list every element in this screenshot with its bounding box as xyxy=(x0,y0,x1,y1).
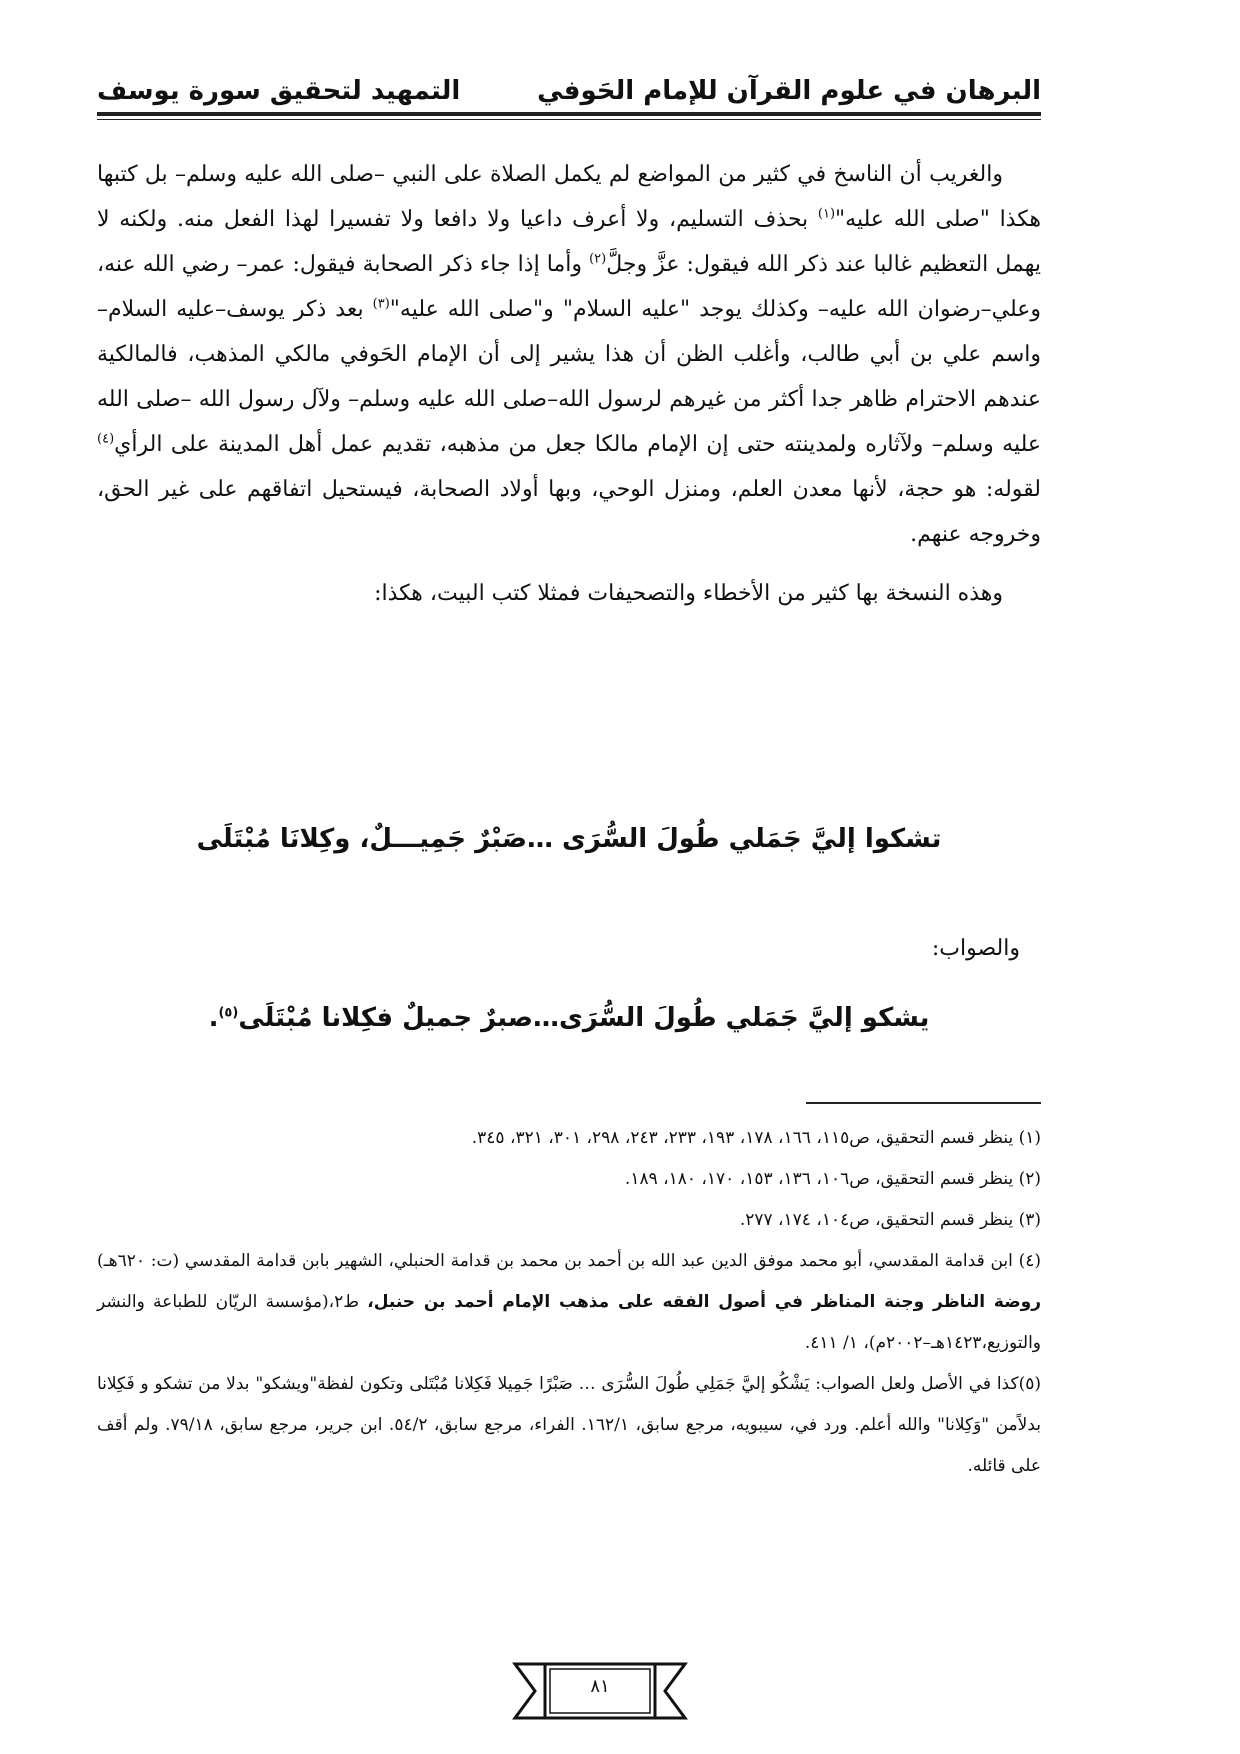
footnote-separator xyxy=(806,1102,1041,1104)
footnotes xyxy=(97,1118,1041,1487)
book-title: البرهان في علوم القرآن للإمام الحَوفي xyxy=(537,76,1041,106)
footnote-3: (٣) ينظر قسم التحقيق، ص١٠٤، ١٧٤، ٢٧٧. xyxy=(739,1210,1041,1230)
text-run: لقوله: هو حجة، لأنها معدن العلم، ومنزل الوحي، وبها أولاد الصحابة، فيستحيل اتفاقهم على غير الحق، وخروجه عنهم. xyxy=(97,477,1041,547)
footnote-ref[interactable]: (٣) xyxy=(372,296,390,312)
text-run: بعد ذكر يوسف–عليه السلام–واسم علي بن أبي طالب، وأغلب الظن أن هذا يشير إلى أن الإمام الحَوفي مالكي المذهب، فالمالكية عندهم الاحترام ظاهر جدا أكثر من غيرهم لرسول الله–صلى الله عليه وسلم– ولآل رسول الله –صلى الله عليه وسلم– ولآثاره ولمدينته حتى إن الإمام مالكا جعل من مذهبه، تقديم عمل أهل المدينة على الرأي xyxy=(97,297,1041,457)
text-run: ط٢،(مؤسسة الريّان للطباعة والنشر والتوزيع،١٤٢٣هـ–٢٠٠٢م)، ١/ ٤١١. xyxy=(97,1292,1041,1353)
text-run: يشكو إليَّ جَمَلي طُولَ السُّرَى…صبرٌ جميلٌ فكِلانا مُبْتَلَى xyxy=(238,1003,930,1033)
page-number: ٨١ xyxy=(590,1676,610,1697)
body-text xyxy=(97,152,1041,616)
footnote-5: (٥)كذا في الأصل ولعل الصواب: يَشْكُو إليَّ جَمَلِي طُولَ السُّرَى … صَبْرًا جَمِيلا فَكِلانا مُبْتَلى وتكون لفظة"ويشكو" بدلا من تشكو و فَكِلانا بدلاًمن "وَكِلانا" والله أعلم. ورد في، سيبويه، مرجع سابق، ١٦٢/١. الفراء، مرجع سابق، ٥٤/٢. ابن جرير، مرجع سابق، ٧٩/١٨. ولم أقف على قائله. xyxy=(97,1374,1041,1476)
footnote-ref[interactable]: (١) xyxy=(817,206,836,222)
text-run: . xyxy=(208,1003,219,1033)
text-run: بحذف التسليم، ولا أعرف داعيا ولا دافعا ولا تفسيرا لهذا الفعل منه. ولكنه لا يهمل التعظيم غالبا عند ذكر الله فيقول: عزَّ وجلَّ xyxy=(97,207,1041,277)
footnote-4 xyxy=(97,1241,1041,1364)
footnote-1: (١) ينظر قسم التحقيق، ص١١٥، ١٦٦، ١٧٨، ١٩٣، ٢٣٣، ٢٤٣، ٢٩٨، ٣٠١، ٣٢١، ٣٤٥. xyxy=(471,1128,1041,1148)
verse-original: تشكوا إليَّ جَمَلي طُولَ السُّرَى …صَبْرٌ جَمِيـــلٌ، وكِلانَا مُبْتَلَى xyxy=(196,824,942,854)
verse-corrected xyxy=(97,1003,1041,1033)
header-rule-thin xyxy=(97,119,1041,120)
correction-label: والصواب: xyxy=(931,936,1020,961)
book-reference-title: روضة الناظر وجنة المناظر في أصول الفقه على مذهب الإمام أحمد بن حنبل، xyxy=(367,1292,1041,1312)
text-run: (٤) ابن قدامة المقدسي، أبو محمد موفق الدين عبد الله بن أحمد بن محمد بن قدامة الحنبلي، الشهير بابن قدامة المقدسي (ت: ٦٢٠هـ) xyxy=(97,1251,1041,1271)
footnote-ref[interactable]: (٥) xyxy=(218,1005,239,1021)
page-number-ornament xyxy=(500,1656,700,1726)
paragraph-intro: وهذه النسخة بها كثير من الأخطاء والتصحيفات فمثلا كتب البيت، هكذا: xyxy=(374,581,1003,606)
running-header xyxy=(97,66,1041,106)
footnote-ref[interactable]: (٢) xyxy=(589,251,607,267)
paragraph-main xyxy=(97,152,1041,557)
section-title: التمهيد لتحقيق سورة يوسف xyxy=(97,76,461,106)
text-run: والغريب أن الناسخ في كثير من المواضع لم يكمل الصلاة على النبي –صلى الله عليه وسلم– بل كتبها هكذا "صلى الله عليه" xyxy=(97,162,1041,232)
text-run: وأما إذا جاء ذكر الصحابة فيقول: عمر– رضي الله عنه، وعلي–رضوان الله عليه– وكذلك يوجد "عليه السلام" و"صلى الله عليه" xyxy=(97,252,1041,322)
footnote-2: (٢) ينظر قسم التحقيق، ص١٠٦، ١٣٦، ١٥٣، ١٧٠، ١٨٠، ١٨٩. xyxy=(624,1169,1041,1189)
footnote-ref[interactable]: (٤) xyxy=(97,431,115,447)
header-rule-thick xyxy=(97,112,1041,116)
